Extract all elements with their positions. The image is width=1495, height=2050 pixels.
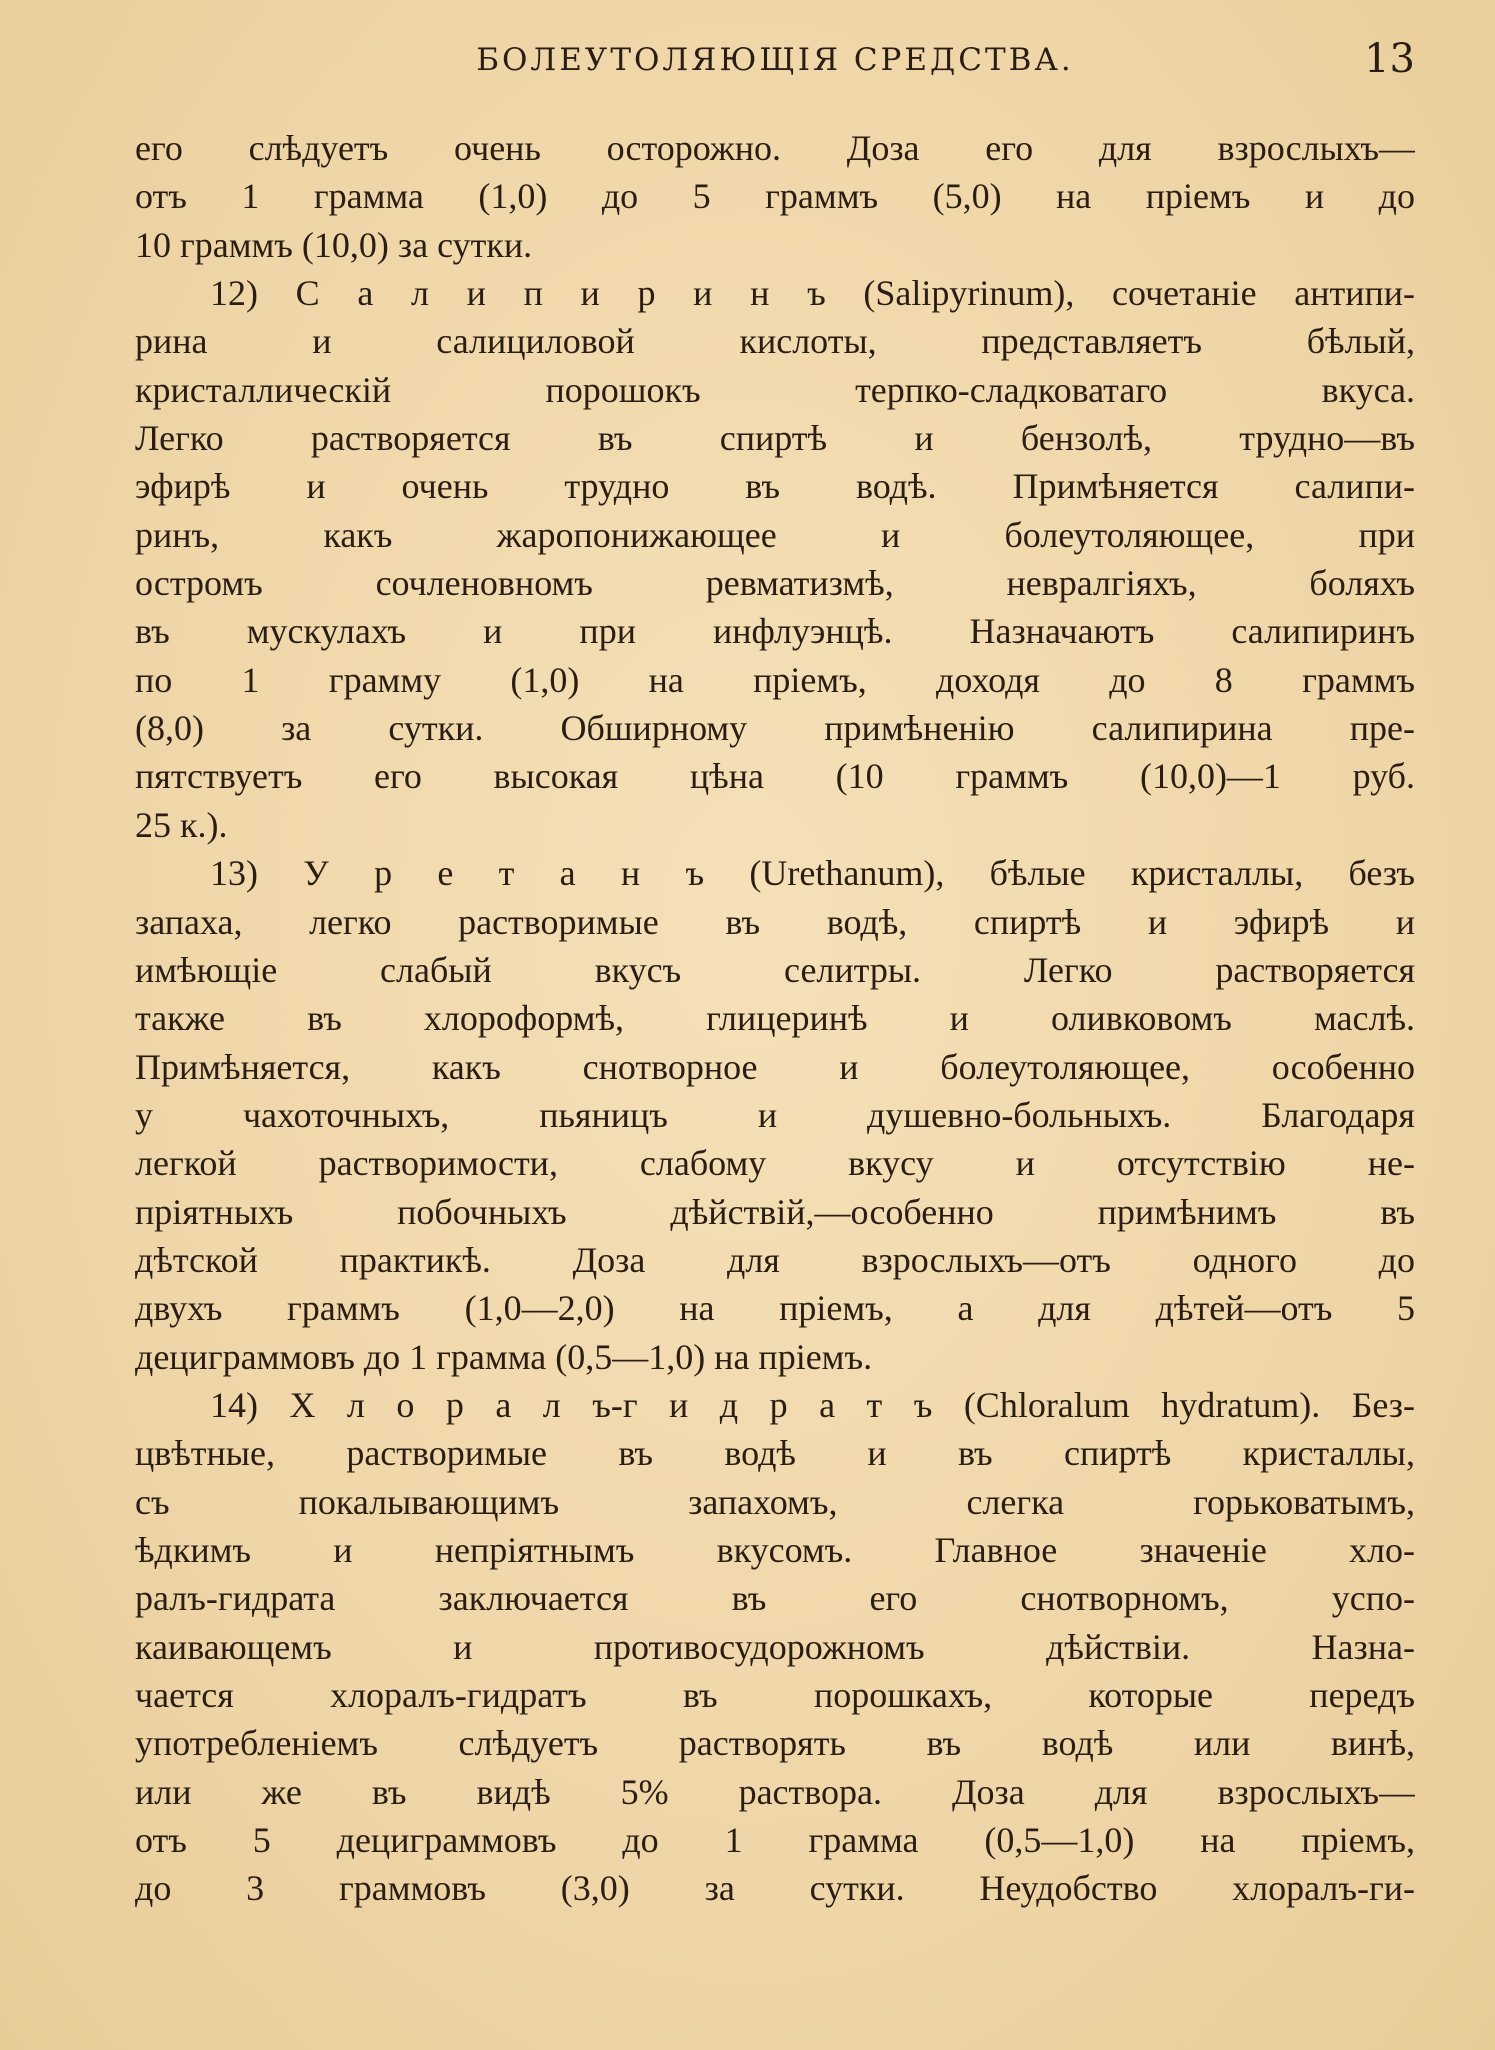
text-body xyxy=(135,124,1415,1913)
text-line: до 3 граммовъ (3,0) за сутки. Неудобство хлоралъ-ги- xyxy=(135,1868,1415,1909)
text-line: въ мускулахъ и при инфлуэнцѣ. Назначаютъ салипиринъ xyxy=(135,611,1415,652)
text-line: или же въ видѣ 5% раствора. Доза для взрослыхъ— xyxy=(135,1771,1415,1812)
text-line: ринъ, какъ жаропонижающее и болеутоляющее, при xyxy=(135,514,1415,555)
text-line: употребленіемъ слѣдуетъ растворять въ водѣ или винѣ, xyxy=(135,1723,1415,1764)
text-line: 25 к.). xyxy=(135,804,228,845)
text-line: рина и салициловой кислоты, представляетъ бѣлый, xyxy=(135,321,1415,362)
text-line: также въ хлороформѣ, глицеринѣ и оливковомъ маслѣ. xyxy=(135,998,1415,1039)
text-line: Легко растворяется въ спиртѣ и бензолѣ, трудно—въ xyxy=(135,418,1415,459)
text-line: съ покалывающимъ запахомъ, слегка горьковатымъ, xyxy=(135,1481,1415,1522)
text-line: запаха, легко растворимые въ водѣ, спиртѣ и эфирѣ и xyxy=(135,901,1415,942)
page-header xyxy=(135,36,1415,86)
text-line: чается хлоралъ-гидратъ въ порошкахъ, которые передъ xyxy=(135,1675,1415,1715)
text-line: дѣтской практикѣ. Доза для взрослыхъ—отъ одного до xyxy=(135,1239,1415,1280)
text-line: остромъ сочленовномъ ревматизмѣ, невралгіяхъ, боляхъ xyxy=(135,563,1415,604)
text-line: двухъ граммъ (1,0—2,0) на пріемъ, а для дѣтей—отъ 5 xyxy=(135,1288,1415,1329)
text-line: 12) С а л и п и р и н ъ (Salipyrinum), сочетаніе антипи- xyxy=(210,273,1415,314)
text-line: отъ 5 дециграммовъ до 1 грамма (0,5—1,0) на пріемъ, xyxy=(135,1820,1415,1861)
text-line: эфирѣ и очень трудно въ водѣ. Примѣняется салипи- xyxy=(135,466,1415,507)
text-line: 13) У р е т а н ъ (Urethanum), бѣлые кристаллы, безъ xyxy=(210,853,1415,894)
text-line: 10 граммъ (10,0) за сутки. xyxy=(135,224,533,265)
text-line: каивающемъ и противосудорожномъ дѣйствіи. Назна- xyxy=(135,1626,1415,1667)
text-line: ѣдкимъ и непріятнымъ вкусомъ. Главное значеніе хло- xyxy=(135,1529,1415,1570)
text-line: ралъ-гидрата заключается въ его снотворномъ, успо- xyxy=(135,1578,1415,1619)
text-line: отъ 1 грамма (1,0) до 5 граммъ (5,0) на пріемъ и до xyxy=(135,176,1415,217)
text-line: пріятныхъ побочныхъ дѣйствій,—особенно примѣнимъ въ xyxy=(135,1191,1415,1232)
text-line: пятствуетъ его высокая цѣна (10 граммъ (10,0)—1 руб. xyxy=(135,756,1415,797)
text-line: у чахоточныхъ, пьяницъ и душевно-больныхъ. Благодаря xyxy=(135,1094,1415,1135)
text-line: 14) Х л о р а л ъ-г и д р а т ъ (Chloralum hydratum). Без- xyxy=(210,1384,1415,1425)
page-number: 13 xyxy=(1364,36,1415,82)
text-line: кристаллическій порошокъ терпко-сладковатаго вкуса. xyxy=(135,369,1415,410)
text-line: имѣющіе слабый вкусъ селитры. Легко растворяется xyxy=(135,949,1415,990)
text-line: Примѣняется, какъ снотворное и болеутоляющее, особенно xyxy=(135,1046,1415,1087)
running-title: БОЛЕУТОЛЯЮЩІЯ СРЕДСТВА. xyxy=(476,42,1074,78)
text-line: легкой растворимости, слабому вкусу и отсутствію не- xyxy=(135,1143,1415,1184)
text-line: дециграммовъ до 1 грамма (0,5—1,0) на пріемъ. xyxy=(135,1336,873,1377)
text-line: (8,0) за сутки. Обширному примѣненію салипирина пре- xyxy=(135,708,1415,749)
text-line: цвѣтные, растворимые въ водѣ и въ спиртѣ кристаллы, xyxy=(135,1433,1415,1474)
text-line: по 1 грамму (1,0) на пріемъ, доходя до 8 граммъ xyxy=(135,659,1415,700)
text-line: его слѣдуетъ очень осторожно. Доза его для взрослыхъ— xyxy=(135,128,1415,168)
